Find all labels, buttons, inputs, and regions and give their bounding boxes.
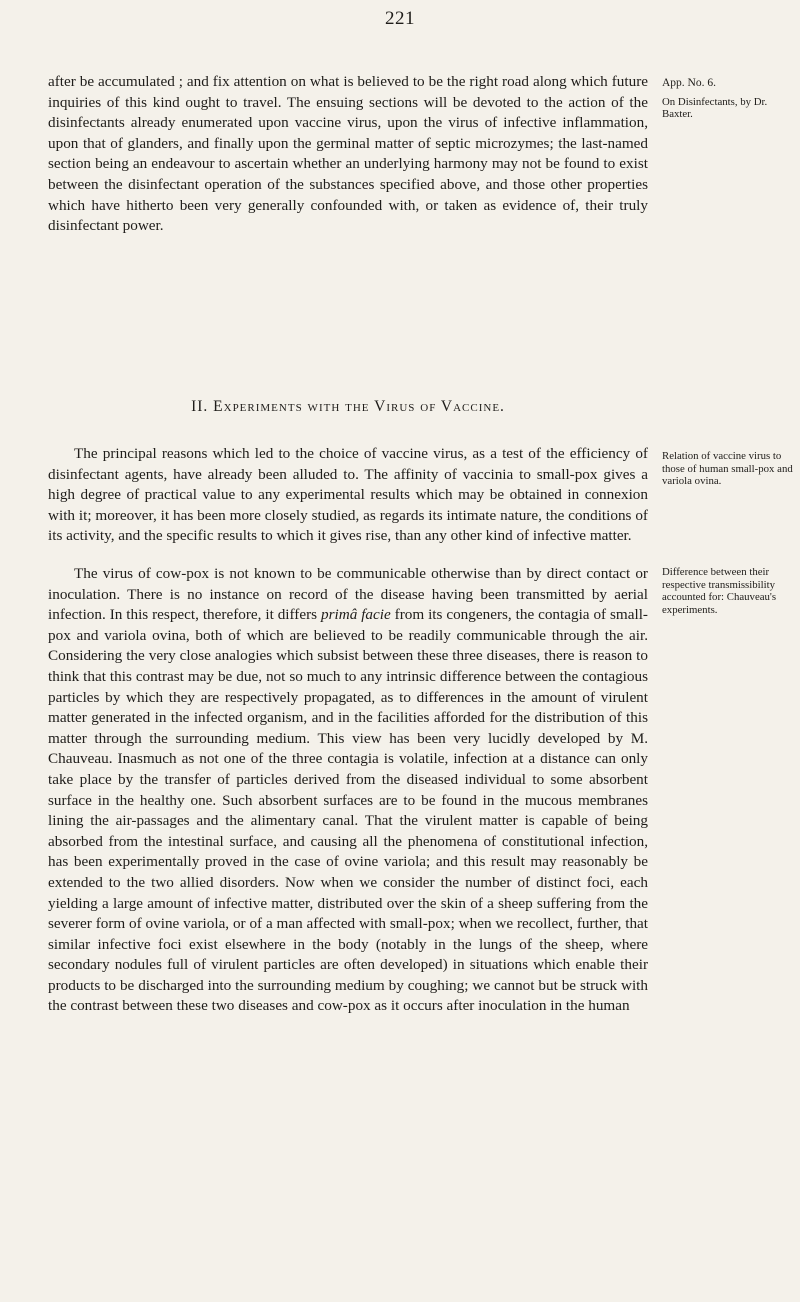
page-number: 221 (385, 8, 415, 29)
para-2-part-b: from its congeners, the contagia of small-pox and variola ovina, both of which are believed to be readily communicable through the air. Considering the very close analogies which subsist between these three diseases, there is reason to think that this contrast may be due, not so much to any intrinsic difference between the contagious particles by which they are respectively propagated, as to differences in the amount of virulent matter generated in the infected organism, and in the facilities afforded for the distribution of this matter through the surrounding medium. This view has been very lucidly developed by M. Chauveau. Inasmuch as not one of the three contagia is volatile, infection at a distance can only take place by the transfer of particles derived from the diseased individual to some absorbent surface in the healthy one. Such absorbent surfaces are to be found in the mucous membranes lining the air-passages and the alimentary canal. That the virulent matter is capable of being absorbed from the intestinal surface, and causing all the phenomena of constitutional infection, has been experimentally proved in the case of ovine variola; and this result may reasonably be extended to the two allied disorders. Now when we consider the number of distinct foci, each yielding a large amount of infective matter, distributed over the skin of a sheep suffering from the severer form of ovine variola, or of a man affected with small-pox; when we recollect, further, that similar infective foci exist elsewhere in the body (notably in the lungs of the sheep, where secondary nodules full of virulent particles are often developed) in situations which enable their products to be discharged into the surrounding medium by coughing; we cannot but be struck with the contrast between these two diseases and cow-pox as it occurs after inoculation in the human (48, 606, 648, 1015)
section-title: Experiments with the Virus of Vaccine. (213, 398, 505, 415)
para-2-text (48, 564, 648, 1017)
appendix-subtitle: On Disinfectants, by Dr. Baxter. (662, 95, 768, 121)
intro-text: after be accumulated ; and fix attention on what is believed to be the right road along which future inquiries of this kind ought to travel. The ensuing sections will be devoted to the action of the disinfectants already enumerated upon vaccine virus, upon the virus of infective inflammation, upon that of glanders, and finally upon the germinal matter of septic microzymes; the last-named section being an endeavour to ascertain whether an underlying harmony may not be found to exist between the disinfectant operation of the substances specified above, and those other properties which have hitherto been very generally confounded with, or taken as evidence of, their truly disinfectant power. (48, 73, 648, 235)
intro-paragraph (48, 72, 648, 237)
para-1-text: The principal reasons which led to the choice of vaccine virus, as a test of the efficiency of disinfectant agents, have already been alluded to. The affinity of vaccinia to small-pox gives a high degree of practical value to any experimental results which may be obtained in connexion with it; moreover, it has been more closely studied, as regards its intimate nature, the conditions of its activity, and the specific results to which it gives rise, than any other kind of infective matter. (48, 445, 648, 545)
para-2-italic: primâ facie (321, 606, 391, 624)
section-number: II. (191, 398, 209, 415)
section-heading (48, 398, 648, 416)
margin-note-appendix (662, 77, 794, 121)
para-2-part-a: The virus of cow-pox is not known to be communicable otherwise than by direct contact or inoculation. There is no instance on record of the disease having been transmitted by aerial infection. In this respect, therefore, it differs (48, 565, 648, 624)
appendix-label: App. No. 6. (662, 77, 716, 89)
section-paragraph-2 (48, 564, 648, 1017)
margin-note-relation: Relation of vaccine virus to those of human small-pox and variola ovina. (662, 450, 793, 488)
margin-note-difference: Difference between their respective transmissibility accounted for: Chauveau's experiments. (662, 566, 777, 616)
section-paragraph-1 (48, 444, 648, 547)
